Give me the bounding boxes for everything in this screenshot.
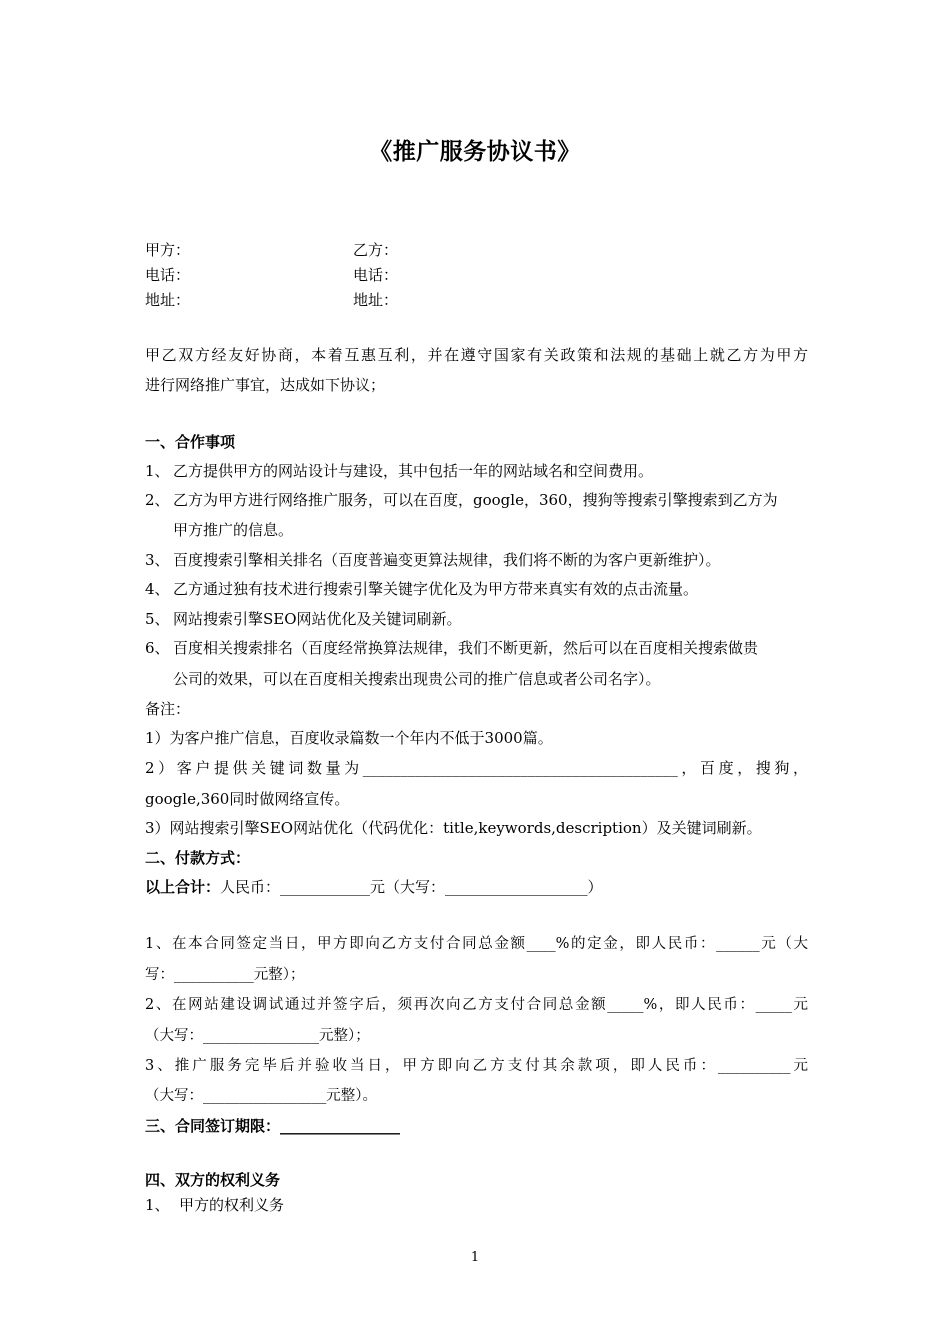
party-a-phone-label: 电话： — [145, 266, 191, 284]
party-b-address-label: 地址： — [353, 291, 399, 309]
party-b-label: 乙方： — [353, 241, 399, 259]
payment-total-line — [145, 877, 603, 897]
payment-3-line-1: 3、推广服务完毕后并验收当日，甲方即向乙方支付其余款项，即人民币：__________元 — [145, 1058, 808, 1074]
note-1: 1）为客户推广信息，百度收录篇数一个年内不低于3000篇。 — [145, 729, 553, 747]
payment-2-line-2: （大写：________________元整）； — [145, 1028, 370, 1044]
payment-3-line-2: （大写：_________________元整）。 — [145, 1088, 377, 1104]
note-3: 3）网站搜索引擎SEO网站优化（代码优化：title,keywords,description）及关键词刷新。 — [145, 819, 762, 837]
document-title: 《推广服务协议书》 — [369, 138, 581, 165]
party-b-phone-label: 电话： — [353, 266, 399, 284]
payment-total-amount: 人民币：____________元（大写：___________________） — [220, 878, 603, 896]
section-3-heading: 三、合同签订期限：________________ — [145, 1117, 401, 1135]
section-1-item-6-text-cont: 公司的效果，可以在百度相关搜索出现贵公司的推广信息或者公司名字）。 — [173, 670, 661, 688]
section-1-heading: 一、合作事项 — [145, 433, 236, 451]
section-4-item-1-number: 1、 — [145, 1196, 170, 1214]
section-1-item-4-text: 乙方通过独有技术进行搜索引擎关键字优化及为甲方带来真实有效的点击流量。 — [173, 580, 699, 598]
payment-total-label: 以上合计： — [145, 878, 221, 896]
note-2: 2）客户提供关键词数量为__________________________________________，百度，搜狗， — [145, 759, 808, 777]
section-1-item-2-text: 乙方为甲方进行网络推广服务，可以在百度，google，360，搜狗等搜索引擎搜索到乙方为 — [173, 491, 778, 509]
section-1-item-1-number: 1、 — [145, 462, 170, 480]
section-1-item-2-text-cont: 甲方推广的信息。 — [173, 521, 294, 539]
payment-2-line-1: 2、在网站建设调试通过并签字后，须再次向乙方支付合同总金额_____%，即人民币：_____元 — [145, 997, 808, 1013]
party-a-address-label: 地址： — [145, 291, 191, 309]
section-2-heading: 二、付款方式： — [145, 849, 251, 867]
party-a-label: 甲方： — [145, 241, 191, 259]
section-1-item-3-text: 百度搜索引擎相关排名（百度普遍变更算法规律，我们将不断的为客户更新维护）。 — [173, 551, 721, 569]
intro-line-2: 进行网络推广事宜，达成如下协议； — [145, 376, 386, 394]
section-4-heading: 四、双方的权利义务 — [145, 1171, 281, 1189]
section-1-item-5-number: 5、 — [145, 610, 170, 628]
section-1-item-4-number: 4、 — [145, 580, 170, 598]
section-4-item-1-text: 甲方的权利义务 — [179, 1196, 285, 1214]
section-1-item-1-text: 乙方提供甲方的网站设计与建设，其中包括一年的网站域名和空间费用。 — [173, 462, 654, 480]
page-number: 1 — [470, 1250, 480, 1265]
notes-label: 备注： — [145, 700, 191, 718]
section-1-item-6-text: 百度相关搜索排名（百度经常换算法规律，我们不断更新，然后可以在百度相关搜索做贵 — [173, 639, 759, 657]
payment-1-line-1: 1、在本合同签定当日，甲方即向乙方支付合同总金额____%的定金，即人民币：______元（大 — [145, 936, 808, 952]
payment-1-line-2: 写：___________元整）； — [145, 967, 305, 983]
section-1-item-3-number: 3、 — [145, 551, 170, 569]
intro-line-1: 甲乙双方经友好协商，本着互惠互利，并在遵守国家有关政策和法规的基础上就乙方为甲方 — [145, 346, 808, 364]
note-2-cont: google,360同时做网络宣传。 — [145, 790, 350, 808]
section-1-item-2-number: 2、 — [145, 491, 170, 509]
section-1-item-6-number: 6、 — [145, 639, 170, 657]
section-1-item-5-text: 网站搜索引擎SEO网站优化及关键词刷新。 — [173, 610, 462, 628]
